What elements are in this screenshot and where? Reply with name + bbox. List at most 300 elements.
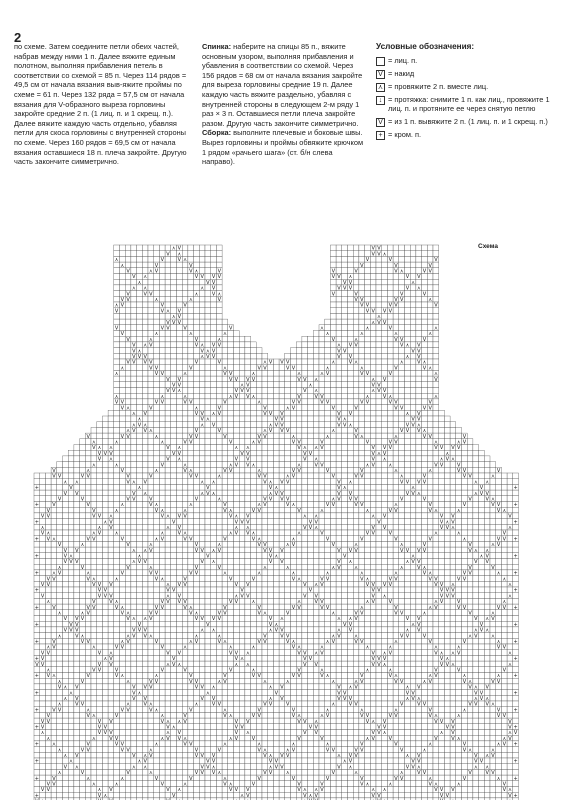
chart-cell <box>68 490 74 496</box>
chart-cell <box>57 479 63 485</box>
chart-cell <box>427 245 433 251</box>
chart-symbol: ⋏ <box>428 571 432 577</box>
chart-cell <box>131 513 137 519</box>
chart-cell <box>399 313 405 319</box>
chart-symbol: V <box>423 337 427 343</box>
chart-cell <box>450 507 456 513</box>
chart-symbol: V <box>109 519 113 525</box>
chart-symbol: ⋏ <box>269 422 273 428</box>
chart-cell <box>222 519 228 525</box>
chart-symbol: ⋏ <box>217 474 221 480</box>
chart-cell <box>399 251 405 257</box>
chart-cell <box>211 467 217 473</box>
chart-cell <box>188 519 194 525</box>
chart-cell <box>330 576 336 582</box>
chart-symbol: ⋏ <box>366 599 370 605</box>
chart-cell <box>142 433 148 439</box>
chart-symbol: V <box>172 388 176 394</box>
chart-symbol: V <box>172 588 176 594</box>
chart-cell <box>262 467 268 473</box>
chart-cell <box>393 319 399 325</box>
chart-cell <box>439 490 445 496</box>
chart-cell <box>353 422 359 428</box>
chart-symbol: ⋏ <box>263 428 267 434</box>
chart-cell <box>154 513 160 519</box>
chart-cell <box>97 496 103 502</box>
chart-cell <box>148 598 154 604</box>
chart-cell <box>68 530 74 536</box>
chart-cell <box>177 490 183 496</box>
chart-cell <box>91 547 97 553</box>
chart-cell <box>137 456 143 462</box>
chart-symbol: V <box>246 451 250 457</box>
chart-cell <box>348 484 354 490</box>
chart-cell <box>325 524 331 530</box>
chart-cell <box>80 490 86 496</box>
chart-cell <box>342 581 348 587</box>
chart-cell <box>313 331 319 337</box>
chart-cell <box>330 490 336 496</box>
chart-cell <box>353 530 359 536</box>
chart-cell <box>444 576 450 582</box>
chart-symbol: V <box>252 576 256 582</box>
chart-cell <box>370 302 376 308</box>
chart-cell <box>137 604 143 610</box>
chart-cell <box>393 325 399 331</box>
chart-cell <box>353 313 359 319</box>
chart-symbol: V <box>389 599 393 605</box>
chart-cell <box>342 439 348 445</box>
chart-cell <box>125 302 131 308</box>
chart-cell <box>57 507 63 513</box>
chart-symbol: ⋏ <box>115 394 119 400</box>
chart-symbol: + <box>513 571 517 577</box>
chart-cell <box>97 479 103 485</box>
chart-symbol: V <box>246 383 250 389</box>
chart-cell <box>393 593 399 599</box>
chart-cell <box>302 530 308 536</box>
chart-symbol: V <box>161 257 165 263</box>
chart-symbol: ⋏ <box>92 576 96 582</box>
chart-cell <box>365 319 371 325</box>
chart-cell <box>159 296 165 302</box>
chart-cell <box>57 553 63 559</box>
chart-cell <box>422 524 428 530</box>
chart-symbol: V <box>75 559 79 565</box>
chart-cell <box>405 467 411 473</box>
chart-cell <box>382 291 388 297</box>
chart-cell <box>439 547 445 553</box>
chart-cell <box>330 262 336 268</box>
chart-cell <box>239 570 245 576</box>
chart-cell <box>120 388 126 394</box>
chart-symbol: ⋏ <box>234 514 238 520</box>
chart-cell <box>154 479 160 485</box>
chart-cell <box>125 502 131 508</box>
chart-cell <box>302 576 308 582</box>
chart-cell <box>302 382 308 388</box>
chart-cell <box>74 587 80 593</box>
chart-cell <box>365 410 371 416</box>
chart-symbol: V <box>52 474 56 480</box>
chart-cell <box>279 502 285 508</box>
chart-cell <box>74 445 80 451</box>
chart-cell <box>154 553 160 559</box>
chart-symbol: V <box>52 605 56 611</box>
chart-cell <box>507 496 513 502</box>
chart-cell <box>370 570 376 576</box>
chart-cell <box>114 291 120 297</box>
chart-cell <box>125 388 131 394</box>
chart-symbol: V <box>126 565 130 571</box>
chart-cell <box>171 359 177 365</box>
chart-cell <box>171 274 177 280</box>
chart-cell <box>148 370 154 376</box>
chart-symbol: V <box>178 599 182 605</box>
chart-cell <box>450 564 456 570</box>
chart-symbol: V <box>360 576 364 582</box>
chart-cell <box>154 313 160 319</box>
chart-cell <box>120 427 126 433</box>
chart-cell <box>359 416 365 422</box>
chart-cell <box>444 427 450 433</box>
chart-cell <box>433 365 439 371</box>
chart-cell <box>296 490 302 496</box>
chart-cell <box>370 399 376 405</box>
chart-cell <box>34 490 40 496</box>
chart-cell <box>199 507 205 513</box>
chart-symbol: V <box>497 508 501 514</box>
chart-cell <box>125 416 131 422</box>
chart-cell <box>382 268 388 274</box>
chart-cell <box>239 479 245 485</box>
chart-cell <box>40 559 46 565</box>
chart-cell <box>68 593 74 599</box>
chart-symbol: V <box>189 536 193 542</box>
chart-cell <box>479 587 485 593</box>
chart-cell <box>433 382 439 388</box>
chart-cell <box>131 302 137 308</box>
chart-cell <box>91 524 97 530</box>
chart-cell <box>188 422 194 428</box>
chart-symbol: V <box>172 519 176 525</box>
chart-symbol: V <box>109 525 113 531</box>
chart-cell <box>325 342 331 348</box>
chart-cell <box>370 507 376 513</box>
chart-cell <box>188 593 194 599</box>
chart-cell <box>393 490 399 496</box>
chart-cell <box>114 405 120 411</box>
chart-cell <box>154 541 160 547</box>
chart-cell <box>376 274 382 280</box>
chart-cell <box>410 251 416 257</box>
chart-cell <box>137 410 143 416</box>
chart-symbol: V <box>400 497 404 503</box>
chart-cell <box>188 445 194 451</box>
chart-symbol: ⋏ <box>411 485 415 491</box>
chart-cell <box>348 256 354 262</box>
chart-cell <box>473 553 479 559</box>
chart-cell <box>234 353 240 359</box>
chart-cell <box>222 405 228 411</box>
chart-cell <box>182 502 188 508</box>
chart-cell <box>291 376 297 382</box>
chart-cell <box>513 541 519 547</box>
chart-symbol: V <box>354 405 358 411</box>
chart-cell <box>120 325 126 331</box>
chart-symbol: V <box>81 565 85 571</box>
chart-symbol: V <box>223 536 227 542</box>
chart-cell <box>114 450 120 456</box>
chart-cell <box>159 348 165 354</box>
chart-cell <box>291 564 297 570</box>
chart-cell <box>456 581 462 587</box>
chart-cell <box>222 348 228 354</box>
chart-cell <box>216 370 222 376</box>
chart-cell <box>444 462 450 468</box>
chart-cell <box>450 541 456 547</box>
chart-cell <box>131 291 137 297</box>
chart-cell <box>154 581 160 587</box>
chart-cell <box>188 513 194 519</box>
chart-symbol: ⋏ <box>297 576 301 582</box>
chart-symbol: V <box>81 497 85 503</box>
chart-cell <box>239 370 245 376</box>
chart-cell <box>194 519 200 525</box>
chart-cell <box>182 405 188 411</box>
chart-symbol: V <box>451 588 455 594</box>
chart-cell <box>97 564 103 570</box>
chart-symbol: ⋏ <box>120 365 124 371</box>
chart-cell <box>393 256 399 262</box>
chart-cell <box>342 405 348 411</box>
chart-cell <box>97 462 103 468</box>
chart-symbol: V <box>200 548 204 554</box>
chart-cell <box>159 245 165 251</box>
chart-cell <box>370 553 376 559</box>
chart-cell <box>513 547 519 553</box>
chart-cell <box>91 433 97 439</box>
chart-cell <box>171 405 177 411</box>
chart-cell <box>177 484 183 490</box>
chart-symbol: V <box>297 377 301 383</box>
chart-cell <box>273 496 279 502</box>
chart-cell <box>222 359 228 365</box>
chart-cell <box>177 433 183 439</box>
chart-symbol: V <box>195 548 199 554</box>
chart-cell <box>165 484 171 490</box>
chart-cell <box>387 291 393 297</box>
chart-cell <box>348 382 354 388</box>
chart-cell <box>279 530 285 536</box>
chart-cell <box>462 496 468 502</box>
chart-cell <box>348 291 354 297</box>
chart-symbol: ⋏ <box>109 445 113 451</box>
chart-cell <box>433 524 439 530</box>
chart-cell <box>97 427 103 433</box>
chart-cell <box>325 593 331 599</box>
chart-cell <box>353 598 359 604</box>
chart-symbol: V <box>92 508 96 514</box>
chart-cell <box>410 519 416 525</box>
chart-cell <box>456 502 462 508</box>
chart-cell <box>302 502 308 508</box>
chart-cell <box>194 467 200 473</box>
chart-cell <box>57 530 63 536</box>
chart-cell <box>177 462 183 468</box>
chart-cell <box>80 484 86 490</box>
chart-symbol: ⋏ <box>120 502 124 508</box>
chart-cell <box>188 319 194 325</box>
chart-cell <box>216 393 222 399</box>
chart-cell <box>507 547 513 553</box>
chart-symbol: V <box>195 343 199 349</box>
chart-cell <box>484 502 490 508</box>
chart-cell <box>273 456 279 462</box>
chart-cell <box>501 490 507 496</box>
chart-cell <box>285 536 291 542</box>
chart-cell <box>405 291 411 297</box>
chart-cell <box>473 536 479 542</box>
chart-symbol: V <box>326 371 330 377</box>
chart-cell <box>359 405 365 411</box>
chart-cell <box>348 598 354 604</box>
chart-symbol: V <box>115 400 119 406</box>
chart-symbol: V <box>337 354 341 360</box>
chart-cell <box>405 325 411 331</box>
chart-cell <box>291 519 297 525</box>
chart-cell <box>422 285 428 291</box>
chart-cell <box>171 490 177 496</box>
chart-cell <box>245 484 251 490</box>
chart-symbol: ⋏ <box>257 536 261 542</box>
chart-symbol: V <box>463 468 467 474</box>
chart-cell <box>137 598 143 604</box>
chart-cell <box>387 285 393 291</box>
chart-cell <box>205 564 211 570</box>
chart-cell <box>131 604 137 610</box>
chart-cell <box>222 564 228 570</box>
chart-symbol: V <box>394 508 398 514</box>
chart-cell <box>171 279 177 285</box>
chart-cell <box>256 416 262 422</box>
chart-symbol: V <box>240 451 244 457</box>
chart-cell <box>159 427 165 433</box>
chart-cell <box>336 262 342 268</box>
chart-cell <box>45 490 51 496</box>
chart-cell <box>251 445 257 451</box>
chart-cell <box>211 256 217 262</box>
chart-cell <box>40 547 46 553</box>
chart-symbol: ⋏ <box>417 422 421 428</box>
chart-cell <box>239 416 245 422</box>
chart-cell <box>319 405 325 411</box>
chart-cell <box>194 376 200 382</box>
chart-cell <box>308 530 314 536</box>
chart-cell <box>165 462 171 468</box>
chart-cell <box>80 553 86 559</box>
chart-cell <box>285 439 291 445</box>
chart-symbol: V <box>47 576 51 582</box>
chart-cell <box>148 353 154 359</box>
chart-cell <box>319 559 325 565</box>
chart-cell <box>256 576 262 582</box>
chart-symbol: V <box>183 514 187 520</box>
chart-cell <box>399 416 405 422</box>
chart-cell <box>393 342 399 348</box>
chart-symbol: ⋏ <box>434 371 438 377</box>
chart-cell <box>194 256 200 262</box>
chart-cell <box>268 502 274 508</box>
chart-cell <box>296 342 302 348</box>
chart-symbol: ⋏ <box>502 599 506 605</box>
chart-symbol: V <box>497 502 501 508</box>
chart-cell <box>410 325 416 331</box>
chart-symbol: V <box>428 536 432 542</box>
chart-cell <box>159 559 165 565</box>
chart-cell <box>405 262 411 268</box>
chart-symbol: V <box>440 514 444 520</box>
chart-cell <box>245 467 251 473</box>
chart-cell <box>131 462 137 468</box>
chart-symbol: V <box>292 365 296 371</box>
chart-cell <box>165 416 171 422</box>
chart-symbol: ⋏ <box>366 394 370 400</box>
chart-cell <box>387 427 393 433</box>
chart-cell <box>268 598 274 604</box>
chart-cell <box>393 370 399 376</box>
chart-cell <box>313 536 319 542</box>
chart-cell <box>154 519 160 525</box>
chart-cell <box>268 587 274 593</box>
chart-cell <box>159 553 165 559</box>
chart-cell <box>194 581 200 587</box>
chart-symbol: V <box>389 257 393 263</box>
chart-cell <box>120 513 126 519</box>
chart-symbol: V <box>126 434 130 440</box>
chart-cell <box>308 484 314 490</box>
chart-cell <box>330 553 336 559</box>
chart-cell <box>319 587 325 593</box>
chart-cell <box>205 427 211 433</box>
chart-cell <box>365 541 371 547</box>
chart-symbol: ⋏ <box>434 531 438 537</box>
chart-cell <box>342 359 348 365</box>
chart-symbol: V <box>286 365 290 371</box>
chart-cell <box>234 467 240 473</box>
chart-cell <box>239 598 245 604</box>
chart-symbol: V <box>440 593 444 599</box>
chart-cell <box>273 439 279 445</box>
chart-symbol: V <box>400 343 404 349</box>
chart-cell <box>228 336 234 342</box>
chart-cell <box>222 445 228 451</box>
chart-cell <box>399 370 405 376</box>
chart-symbol: V <box>92 536 96 542</box>
chart-cell <box>234 422 240 428</box>
chart-cell <box>239 541 245 547</box>
chart-cell <box>422 587 428 593</box>
chart-cell <box>211 388 217 394</box>
chart-cell <box>416 319 422 325</box>
chart-cell <box>222 490 228 496</box>
chart-cell <box>137 427 143 433</box>
chart-cell <box>228 484 234 490</box>
chart-cell <box>74 484 80 490</box>
chart-cell <box>239 445 245 451</box>
chart-cell <box>359 279 365 285</box>
chart-cell <box>171 399 177 405</box>
